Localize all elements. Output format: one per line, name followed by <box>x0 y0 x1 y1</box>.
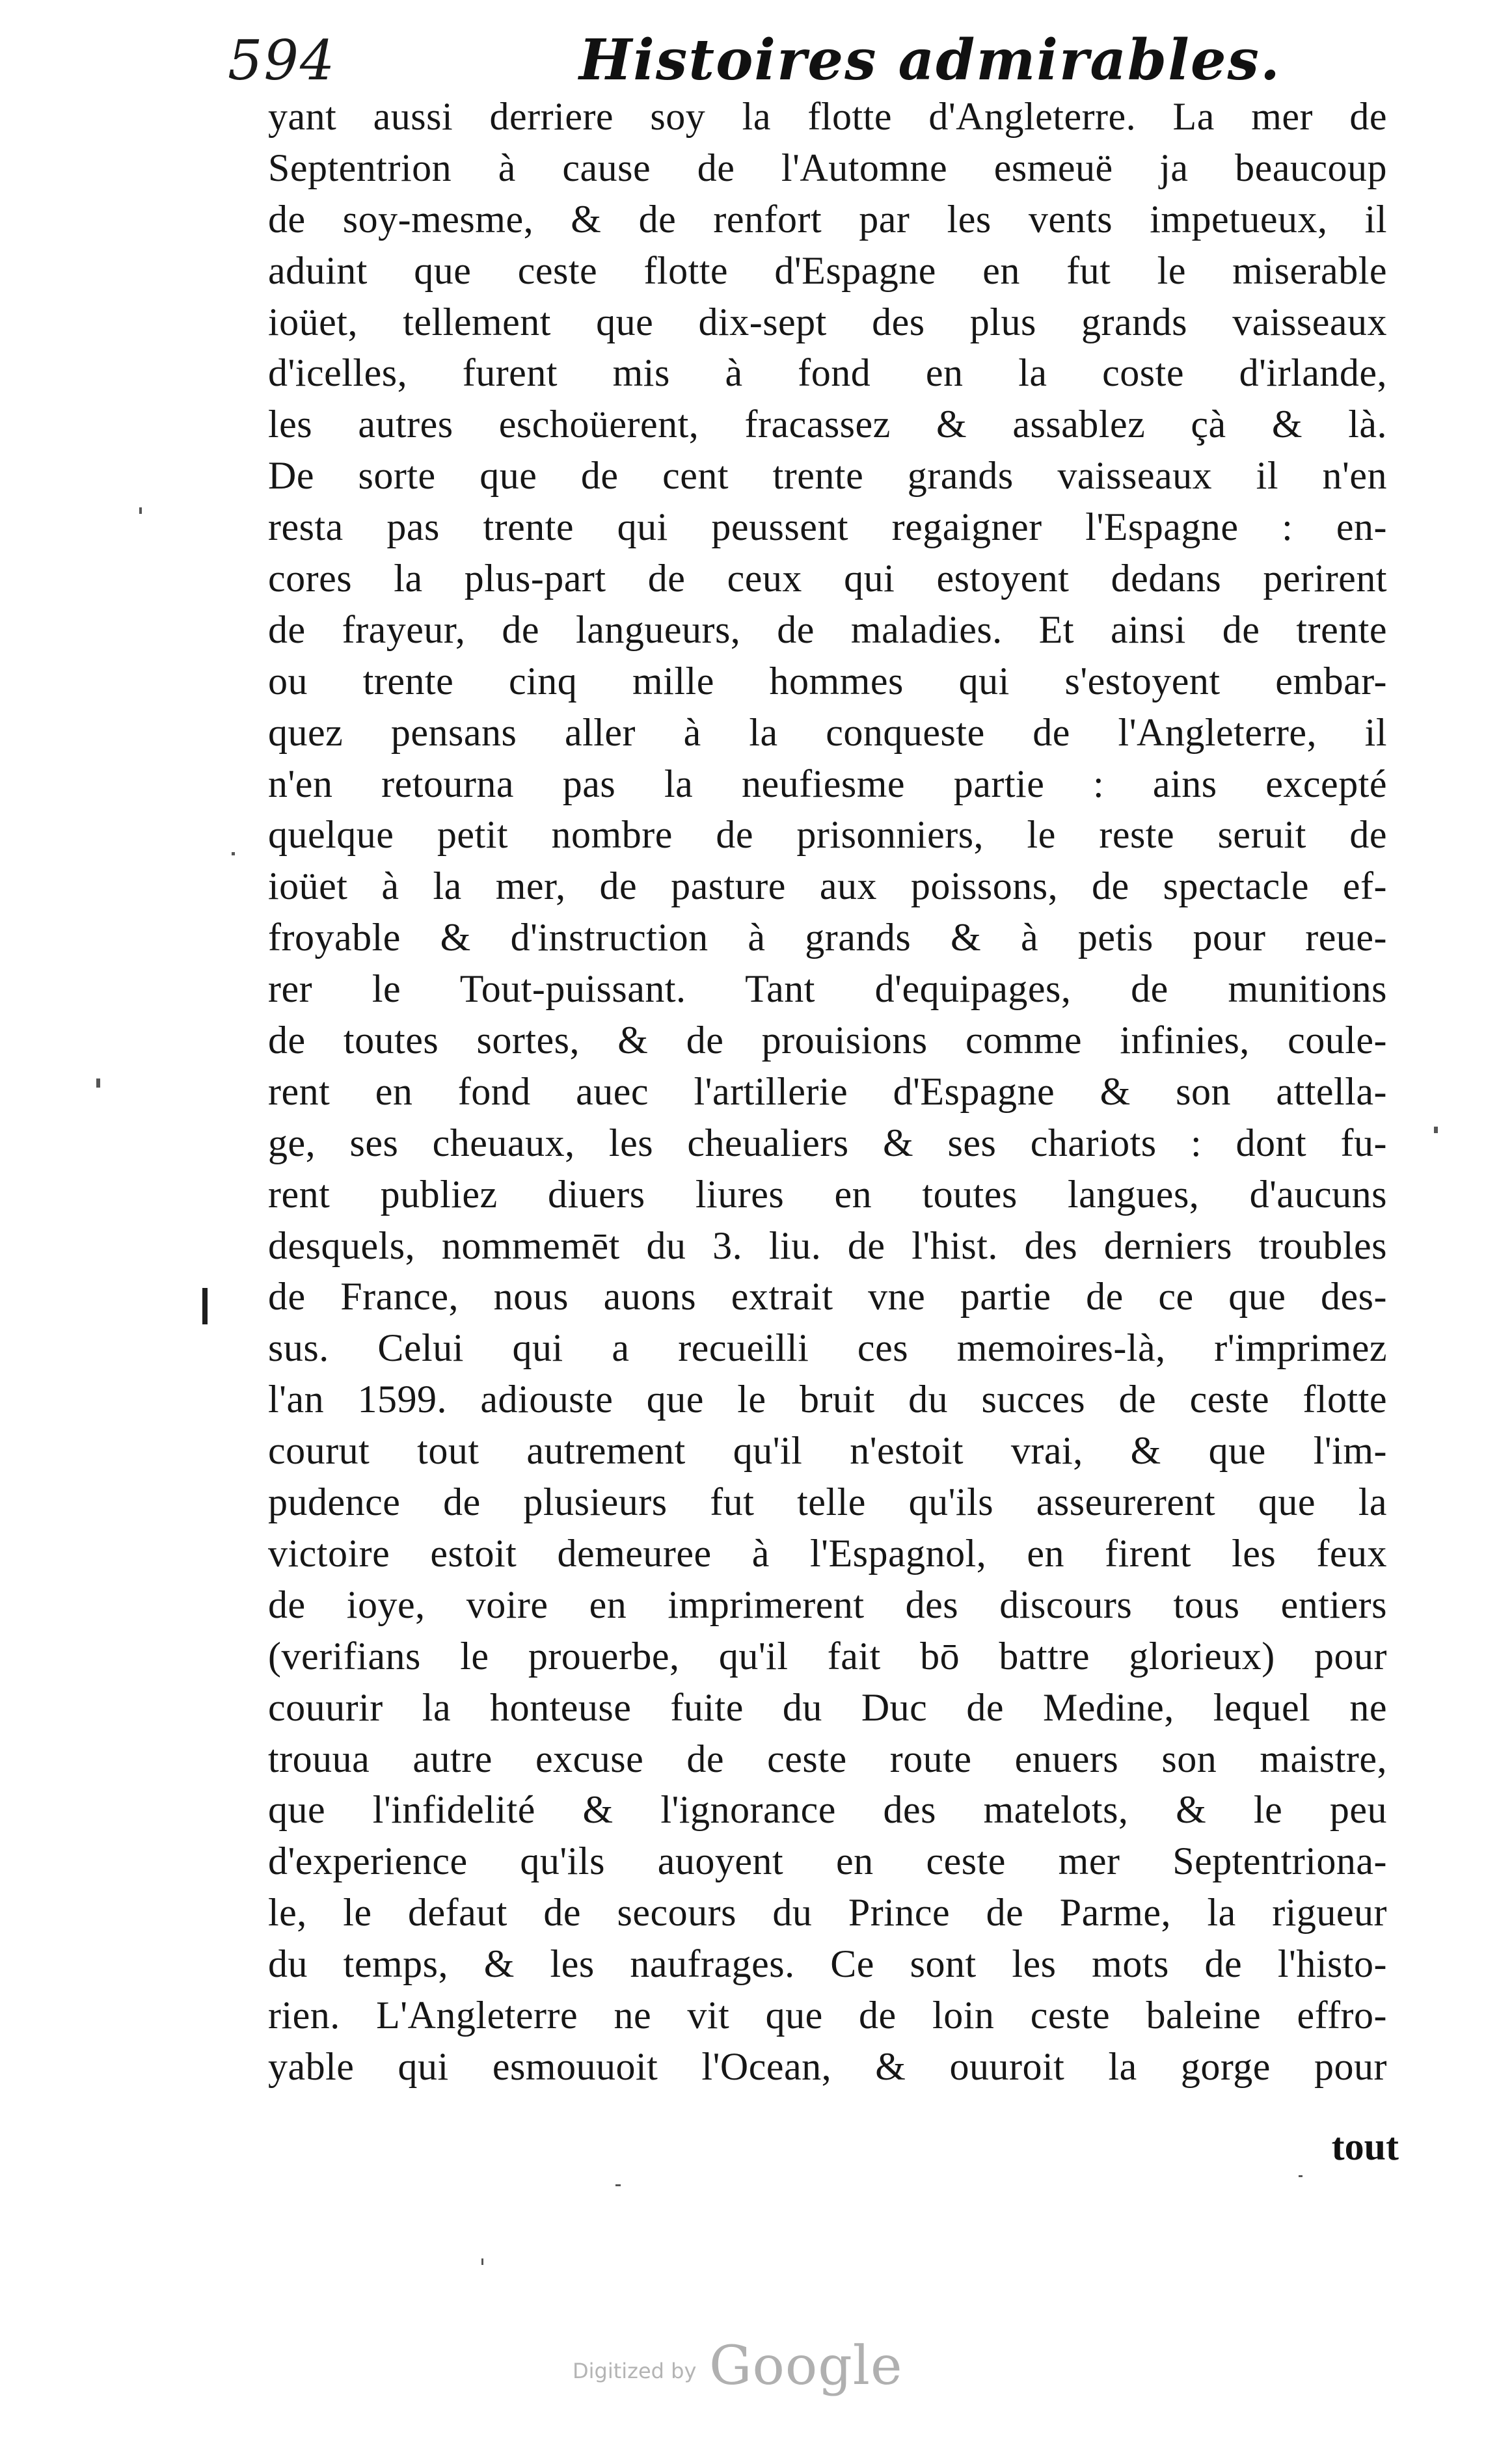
text-line: Septentrion à cause de l'Automne esmeuë ja beaucoup <box>268 146 1387 189</box>
text-line: cores la plus-part de ceux qui estoyent dedans perirent <box>268 557 1387 600</box>
margin-speck <box>139 507 142 514</box>
text-line: de frayeur, de langueurs, de maladies. Et ainsi de trente <box>268 608 1387 651</box>
text-line: que l'infidelité & l'ignorance des matelots, & le peu <box>268 1788 1387 1832</box>
page-number: 594 <box>228 29 336 92</box>
text-line: sus. Celui qui a recueilli ces memoires-là, r'imprimez <box>268 1326 1387 1370</box>
text-line: le, le defaut de secours du Prince de Parme, la rigueur <box>268 1891 1387 1935</box>
text-line: rent publiez diuers liures en toutes langues, d'aucuns <box>268 1172 1387 1216</box>
text-line: courut tout autrement qu'il n'estoit vrai, & que l'im- <box>268 1429 1387 1473</box>
text-line: De sorte que de cent trente grands vaisseaux il n'en <box>268 454 1387 498</box>
margin-speck <box>1434 1127 1438 1133</box>
text-line: resta pas trente qui peussent regaigner l'Espagne : en- <box>268 505 1387 549</box>
text-line: couurir la honteuse fuite du Duc de Medine, lequel ne <box>268 1685 1387 1729</box>
text-line: de toutes sortes, & de prouisions comme infinies, coule- <box>268 1019 1387 1062</box>
text-line: quez pensans aller à la conqueste de l'Angleterre, il <box>268 710 1387 754</box>
text-line: de France, nous auons extrait vne partie de ce que des- <box>268 1275 1387 1319</box>
text-line: rent en fond auec l'artillerie d'Espagne & son attella- <box>268 1069 1387 1113</box>
margin-speck <box>1299 2175 1303 2177</box>
text-line: l'an 1599. adiouste que le bruit du succes de ceste flotte <box>268 1378 1387 1421</box>
margin-speck <box>96 1078 100 1088</box>
running-title: Histoires admirables. <box>579 27 1281 93</box>
text-line: desquels, nommemēt du 3. liu. de l'hist. des derniers troubles <box>268 1224 1387 1267</box>
text-line: trouua autre excuse de ceste route enuers son maistre, <box>268 1737 1387 1780</box>
text-line: d'experience qu'ils auoyent en ceste mer Septentriona- <box>268 1840 1387 1883</box>
text-line: ou trente cinq mille hommes qui s'estoyent embar- <box>268 659 1387 703</box>
text-line: rien. L'Angleterre ne vit que de loin ceste baleine effro- <box>268 1993 1387 2037</box>
text-line: ioüet, tellement que dix-sept des plus grands vaisseaux <box>268 300 1387 343</box>
text-line: de ioye, voire en imprimerent des discours tous entiers <box>268 1583 1387 1626</box>
text-line: quelque petit nombre de prisonniers, le reste seruit de <box>268 813 1387 857</box>
text-line: les autres eschoüerent, fracassez & assablez çà & là. <box>268 403 1387 446</box>
catchword: tout <box>1331 2125 1399 2168</box>
digitized-by-google-watermark <box>573 2334 937 2399</box>
margin-speck <box>232 852 235 855</box>
google-wordmark: Google <box>709 2335 903 2397</box>
text-line: (verifians le prouerbe, qu'il fait bō battre glorieux) pour <box>268 1634 1387 1678</box>
text-line: ioüet à la mer, de pasture aux poissons, de spectacle ef- <box>268 864 1387 908</box>
text-line: victoire estoit demeuree à l'Espagnol, en firent les feux <box>268 1531 1387 1575</box>
text-line: aduint que ceste flotte d'Espagne en fut le miserable <box>268 248 1387 292</box>
text-line: n'en retourna pas la neufiesme partie : ains excepté <box>268 762 1387 805</box>
text-line: ge, ses cheuaux, les cheualiers & ses chariots : dont fu- <box>268 1121 1387 1164</box>
margin-speck <box>615 2184 621 2186</box>
margin-bracket-mark <box>202 1288 208 1324</box>
digitized-label: Digitized by <box>573 2359 697 2383</box>
text-line: du temps, & les naufrages. Ce sont les mots de l'histo- <box>268 1942 1387 1986</box>
text-line: yable qui esmouuoit l'Ocean, & ouuroit la gorge pour <box>268 2044 1387 2088</box>
text-line: de soy-mesme, & de renfort par les vents impetueux, il <box>268 197 1387 241</box>
body-text <box>268 91 1387 2093</box>
text-line: yant aussi derriere soy la flotte d'Angleterre. La mer de <box>268 95 1387 138</box>
text-line: froyable & d'instruction à grands & à petis pour reue- <box>268 916 1387 959</box>
text-line: rer le Tout-puissant. Tant d'equipages, de munitions <box>268 967 1387 1011</box>
page-header <box>228 25 1412 96</box>
margin-speck <box>481 2258 483 2265</box>
text-line: pudence de plusieurs fut telle qu'ils asseurerent que la <box>268 1480 1387 1524</box>
text-line: d'icelles, furent mis à fond en la coste d'irlande, <box>268 351 1387 395</box>
